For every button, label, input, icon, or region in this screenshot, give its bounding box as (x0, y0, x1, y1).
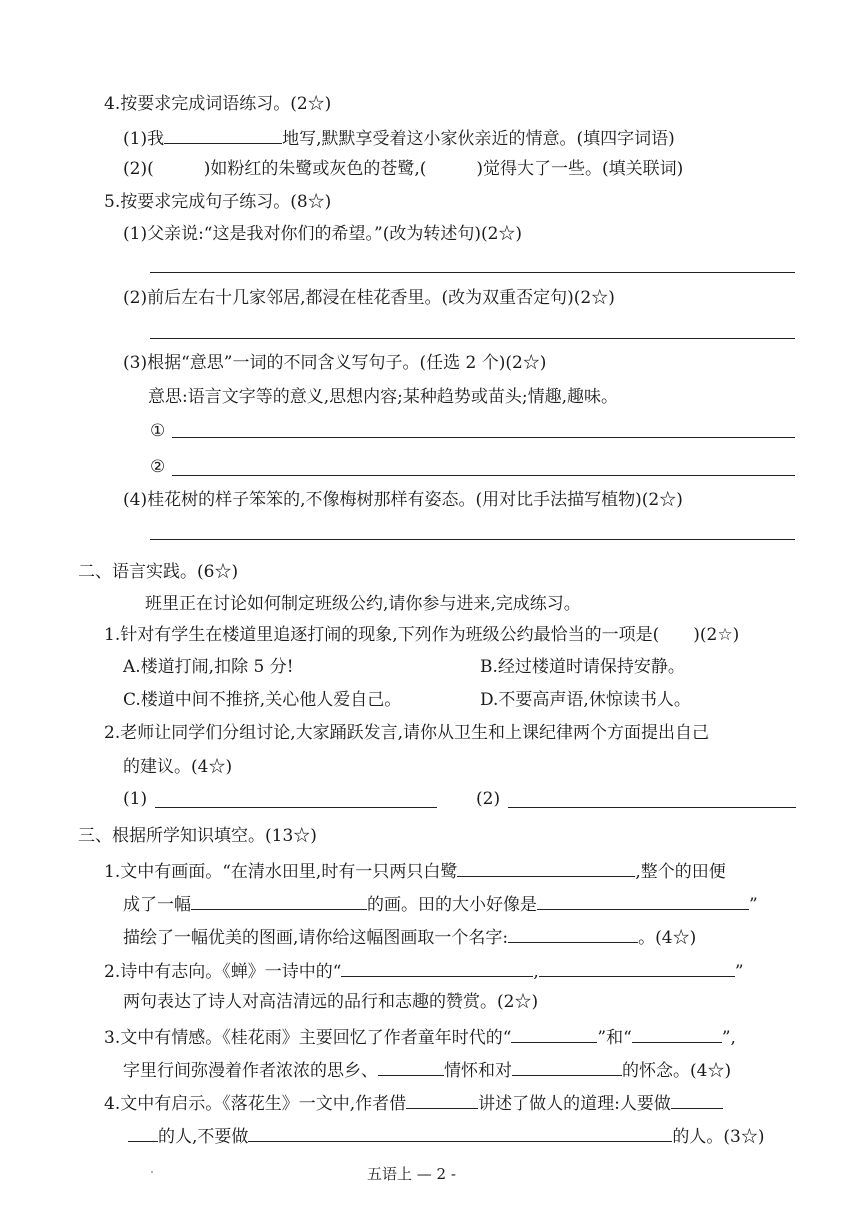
p3-q4-blank-2[interactable] (671, 1090, 723, 1109)
question-5-item-4: (4)桂花树的样子笨笨的,不像梅树那样有姿态。(用对比手法描写植物)(2☆) (123, 490, 683, 510)
p2-q1-option-d[interactable]: D.不要高声语,休惊读书人。 (480, 690, 691, 710)
q5-3-meaning: 意思:语言文字等的意义,思想内容;某种趋势或苗头;情趣,趣味。 (148, 387, 618, 407)
p2-q1-option-c[interactable]: C.楼道中间不推挤,关心他人爱自己。 (123, 690, 402, 710)
q5-3-answer-line-1[interactable] (172, 437, 795, 438)
q5-3-marker-1: ① (150, 421, 166, 441)
p3-q1-text-d: 的画。田的大小好像是 (367, 895, 537, 915)
q4-1-text-b: 地写,默默享受着这小家伙亲近的情意。(填四字词语) (282, 129, 675, 149)
p3-q1-text-a: 1.文中有画面。“在清水田里,时有一只两只白鹭 (104, 862, 458, 882)
p3-q1-text-g: 。(4☆) (638, 928, 697, 948)
question-5-item-2: (2)前后左右十几家邻居,都浸在桂花香里。(改为双重否定句)(2☆) (123, 288, 615, 308)
section-3-title: 三、根据所学知识填空。(13☆) (78, 826, 317, 846)
p3-q3-blank-4[interactable] (512, 1057, 622, 1076)
p2-question-1-stem (104, 624, 739, 646)
p3-q1-line-3 (123, 924, 696, 949)
p3-q3-line-1 (104, 1024, 736, 1049)
p3-q3-line-2 (123, 1057, 731, 1082)
q4-2-text-b: )如粉红的朱鹭或灰色的苍鹭,( (203, 159, 427, 179)
q5-3-marker-2: ② (150, 457, 166, 477)
section-2-intro: 班里正在讨论如何制定班级公约,请你参与进来,完成练习。 (145, 594, 581, 614)
p3-q1-text-e: ” (749, 895, 758, 915)
p3-q4-text-c: 的人,不要做 (158, 1127, 249, 1147)
p3-q4-blank-4[interactable] (248, 1123, 672, 1142)
p3-q4-blank-3[interactable] (128, 1123, 158, 1142)
p2-question-2-stem-2: 的建议。(4☆) (123, 757, 233, 777)
scan-speck (151, 1171, 153, 1173)
p2-q2-answer-2-label: (2) (476, 789, 501, 809)
p3-q3-text-d: 字里行间弥漫着作者浓浓的思乡、 (123, 1061, 378, 1081)
p3-q4-text-a: 4.文中有启示。《落花生》一文中,作者借 (104, 1094, 407, 1114)
p2-q1-text-a: 1.针对有学生在楼道里追逐打闹的现象,下列作为班级公约最恰当的一项是( (104, 625, 660, 645)
p2-q1-option-a[interactable]: A.楼道打闹,扣除 5 分! (123, 657, 294, 677)
p3-q1-blank-4[interactable] (508, 924, 638, 943)
q5-3-answer-line-2[interactable] (172, 475, 795, 476)
question-5-stem: 5.按要求完成句子练习。(8☆) (104, 192, 332, 212)
p3-q2-text-c: ” (734, 962, 744, 982)
p3-q3-text-f: 的怀念。(4☆) (622, 1061, 732, 1081)
p2-q1-text-b: )(2☆) (693, 625, 740, 645)
p3-q1-line-2 (123, 891, 758, 916)
p3-q3-blank-2[interactable] (632, 1024, 722, 1043)
q4-2-text-a: (2)( (123, 159, 154, 179)
q4-1-blank[interactable] (164, 125, 282, 144)
p3-q2-line-2: 两句表达了诗人对高洁清远的品行和志趣的赞赏。(2☆) (123, 992, 539, 1012)
p2-question-2-stem-1: 2.老师让同学们分组讨论,大家踊跃发言,请你从卫生和上课纪律两个方面提出自己 (104, 723, 710, 743)
question-5-item-3: (3)根据“意思”一词的不同含义写句子。(任选 2 个)(2☆) (123, 353, 547, 373)
p3-q1-line-1 (104, 858, 726, 883)
p3-q2-line-1 (104, 958, 744, 983)
question-4-item-1 (123, 125, 675, 150)
p3-q1-blank-1[interactable] (457, 858, 635, 877)
question-4-item-2 (123, 158, 683, 180)
p3-q3-blank-1[interactable] (511, 1024, 597, 1043)
p3-q1-text-c: 成了一幅 (123, 895, 191, 915)
question-4-stem: 4.按要求完成词语练习。(2☆) (104, 94, 332, 114)
p3-q3-text-e: 情怀和对 (444, 1061, 512, 1081)
page-footer: 五语上 — 2 - (367, 1165, 456, 1183)
p2-q2-answer-2-line[interactable] (508, 807, 796, 808)
p3-q4-text-b: 讲述了做人的道理:人要做 (478, 1094, 671, 1114)
p3-q1-text-b: ,整个的田便 (635, 862, 726, 882)
p3-q2-blank-2[interactable] (539, 958, 735, 977)
p3-q1-blank-3[interactable] (537, 891, 749, 910)
q4-2-text-c: )觉得大了一些。(填关联词) (476, 159, 684, 179)
q4-1-text-a: (1)我 (123, 129, 165, 149)
p3-q4-text-d: 的人。(3☆) (672, 1127, 765, 1147)
p3-q2-text-b: , (533, 962, 539, 982)
p3-q1-blank-2[interactable] (191, 891, 367, 910)
p3-q1-text-f: 描绘了一幅优美的图画,请你给这幅图画取一个名字: (123, 928, 509, 948)
p3-q2-blank-1[interactable] (341, 958, 533, 977)
p3-q4-line-2 (128, 1123, 765, 1148)
question-5-item-1: (1)父亲说:“这是我对你们的希望。”(改为转述句)(2☆) (123, 224, 523, 244)
q5-2-answer-line[interactable] (150, 338, 795, 339)
q5-1-answer-line[interactable] (150, 272, 795, 273)
p3-q3-text-a: 3.文中有情感。《桂花雨》主要回忆了作者童年时代的“ (104, 1028, 512, 1048)
p3-q2-text-a: 2.诗中有志向。《蝉》一诗中的“ (104, 962, 342, 982)
p3-q4-line-1 (104, 1090, 723, 1115)
section-2-title: 二、语言实践。(6☆) (78, 562, 239, 582)
p3-q3-text-c: ”, (721, 1028, 736, 1048)
p3-q3-text-b: ”和“ (597, 1028, 632, 1048)
q5-4-answer-line[interactable] (150, 539, 795, 540)
p2-q2-answer-1-label: (1) (123, 789, 148, 809)
p3-q3-blank-3[interactable] (378, 1057, 444, 1076)
p2-q2-answer-1-line[interactable] (155, 807, 437, 808)
p2-q1-option-b[interactable]: B.经过楼道时请保持安静。 (480, 657, 685, 677)
p3-q4-blank-1[interactable] (406, 1090, 478, 1109)
